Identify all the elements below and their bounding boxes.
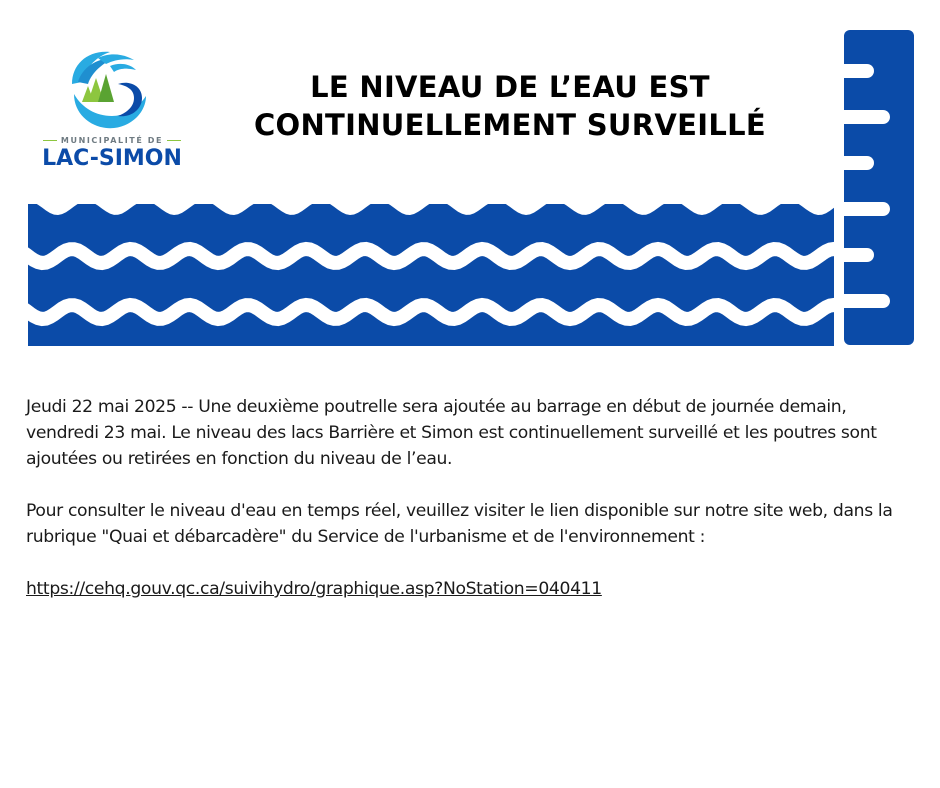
municipality-logo[interactable]	[38, 44, 186, 174]
page-title	[230, 68, 790, 144]
water-level-link[interactable]: https://cehq.gouv.qc.ca/suivihydro/graphique.asp?NoStation=040411	[26, 579, 602, 599]
link-paragraph	[26, 576, 906, 602]
announcement-body	[26, 394, 906, 628]
logo-name: LAC-SIMON	[42, 146, 182, 171]
logo-subtitle: MUNICIPALITÉ DE	[38, 136, 186, 145]
announcement-paragraph-1: Jeudi 22 mai 2025 -- Une deuxième poutrelle sera ajoutée au barrage en début de journée demain, vendredi 23 mai. Le niveau des lacs Barrière et Simon est continuellement surveillé et les poutres sont ajoutées ou retirées en fonction du niveau de l’eau.	[26, 397, 877, 469]
header-banner	[0, 0, 940, 360]
water-waves-illustration	[28, 194, 834, 346]
announcement-paragraph-2: Pour consulter le niveau d'eau en temps réel, veuillez visiter le lien disponible sur notre site web, dans la rubrique "Quai et débarcadère" du Service de l'urbanisme et de l'environnement :	[26, 501, 893, 547]
water-level-gauge-icon	[844, 30, 916, 345]
title-line-2: CONTINUELLEMENT SURVEILLÉ	[253, 108, 767, 142]
title-line-1: LE NIVEAU DE L’EAU EST	[310, 70, 710, 104]
lake-emblem-icon	[38, 44, 186, 134]
